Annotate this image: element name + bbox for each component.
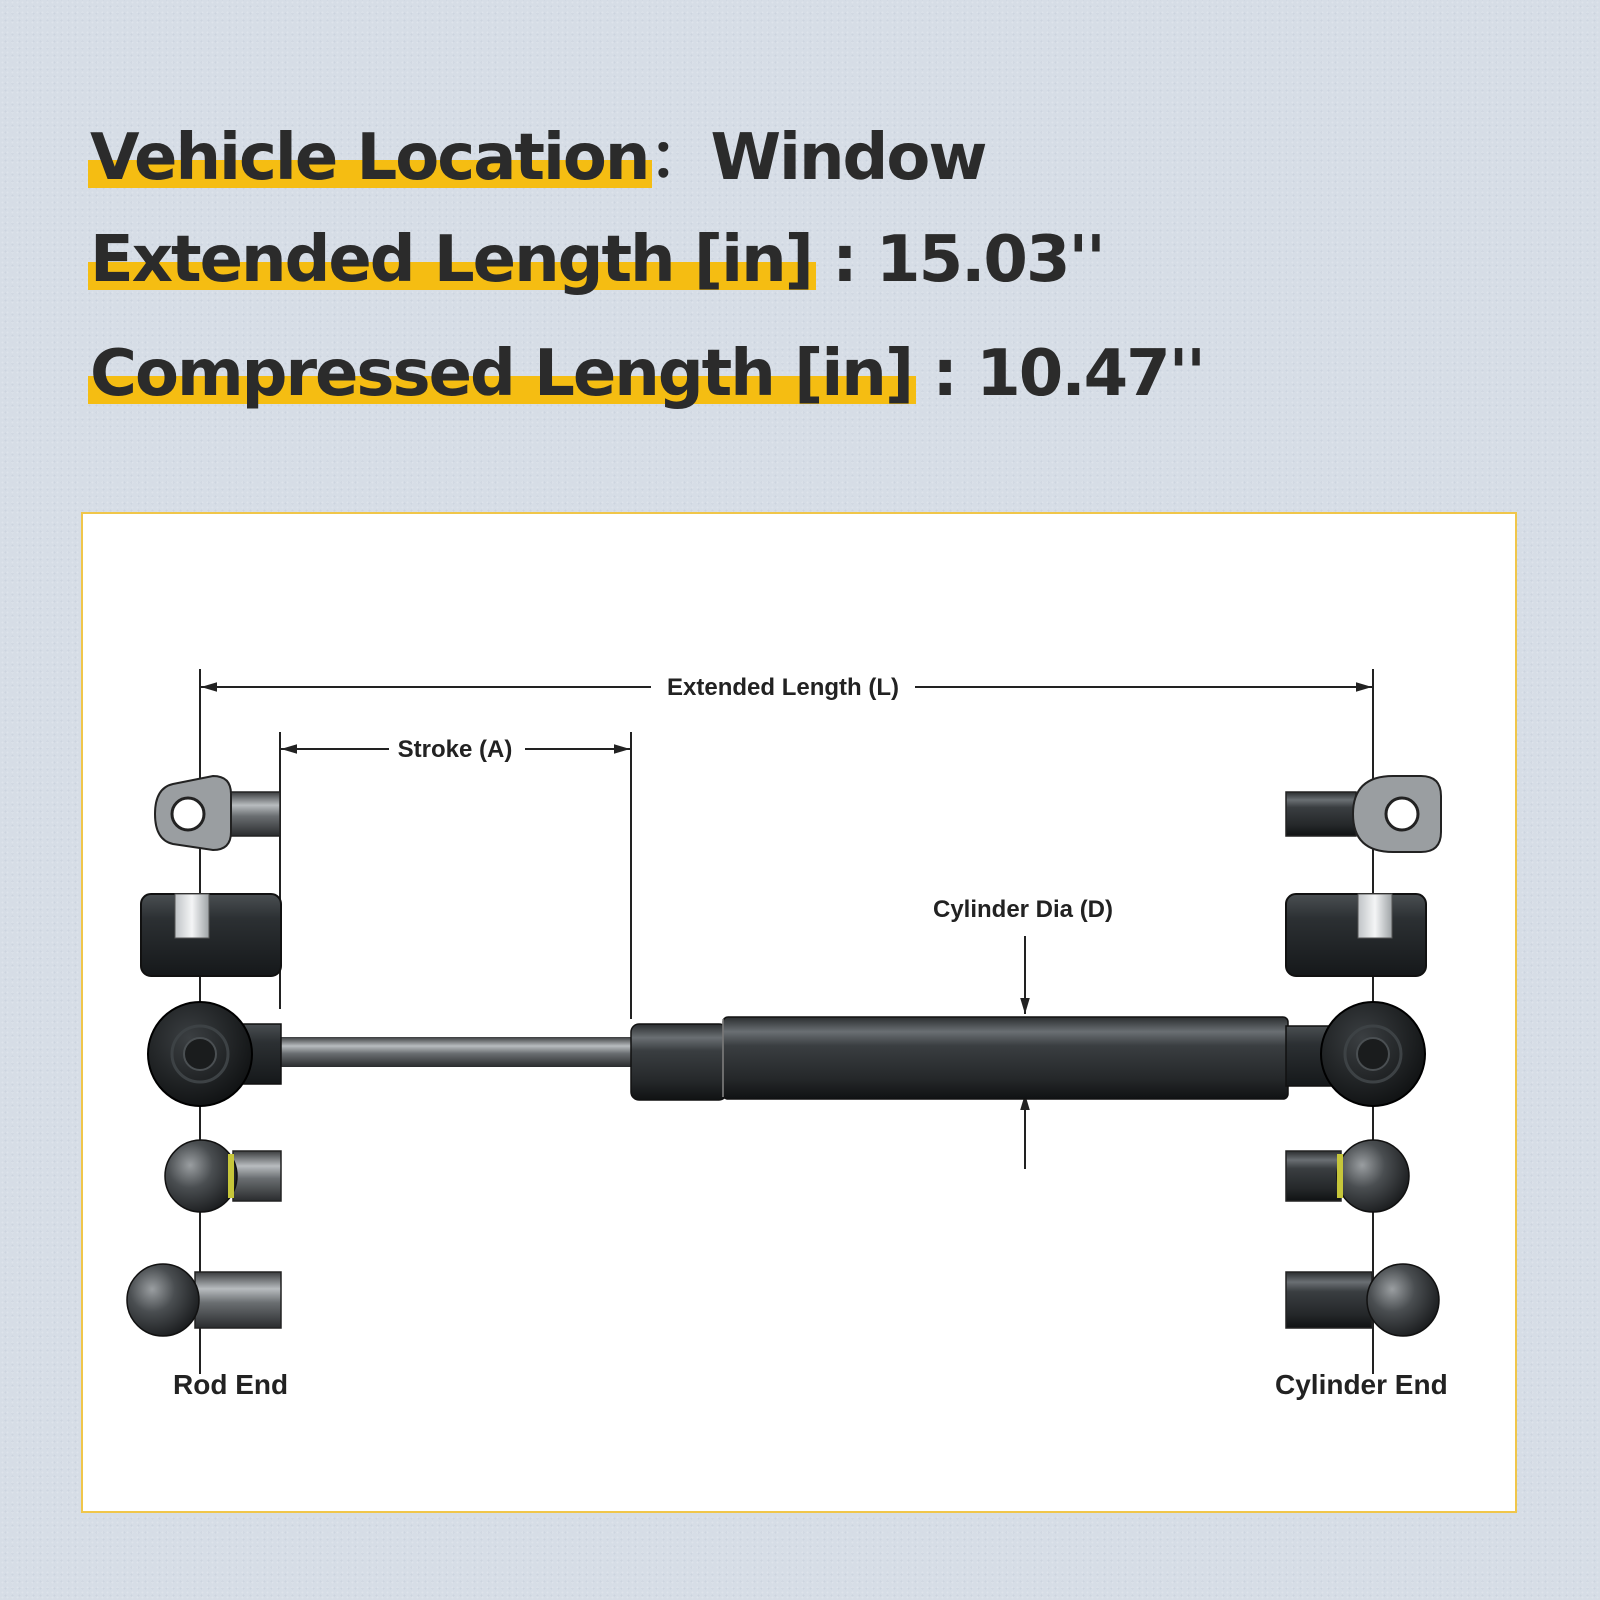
extended-length-spec xyxy=(90,223,1104,297)
stroke-dimension-label: Stroke (A) xyxy=(397,736,513,763)
cylinder-body xyxy=(723,1017,1288,1099)
rod-end-small-ball-socket xyxy=(165,1140,281,1212)
cylinder-dia-dimension-label: Cylinder Dia (D) xyxy=(932,896,1114,923)
compressed-length-label: Compressed Length [in] xyxy=(90,337,913,411)
vehicle-location-value: Window xyxy=(710,121,986,195)
cylinder-end-small-ball-socket xyxy=(1286,1140,1409,1212)
vehicle-location-label: Vehicle Location xyxy=(90,121,649,195)
cylinder-seal-collar xyxy=(631,1024,727,1100)
extended-length-label: Extended Length [in] xyxy=(90,223,812,297)
rod-end-label: Rod End xyxy=(173,1369,289,1400)
vehicle-location-separator: ： xyxy=(648,121,711,195)
gas-strut-diagram-panel xyxy=(81,512,1517,1513)
compressed-length-value: 10.47'' xyxy=(976,337,1204,411)
cylinder-end-label: Cylinder End xyxy=(1275,1369,1448,1400)
cylinder-end-block xyxy=(1286,894,1426,976)
gas-strut-diagram xyxy=(83,514,1519,1515)
rod-end-large-ball-socket xyxy=(127,1264,281,1336)
extended-length-value: 15.03'' xyxy=(876,223,1104,297)
rod-end-eye-bracket xyxy=(155,776,280,850)
extended-length-separator: : xyxy=(811,223,877,297)
compressed-length-separator: : xyxy=(912,337,977,411)
compressed-length-spec xyxy=(90,337,1204,411)
rod-end-block xyxy=(141,894,281,976)
gas-strut xyxy=(148,1002,1425,1106)
cylinder-end-large-ball-socket xyxy=(1286,1264,1439,1336)
vehicle-location-spec xyxy=(90,121,986,195)
extended-length-dimension-label: Extended Length (L) xyxy=(667,674,899,701)
piston-rod xyxy=(277,1037,633,1067)
cylinder-end-eye-bracket xyxy=(1286,776,1441,852)
